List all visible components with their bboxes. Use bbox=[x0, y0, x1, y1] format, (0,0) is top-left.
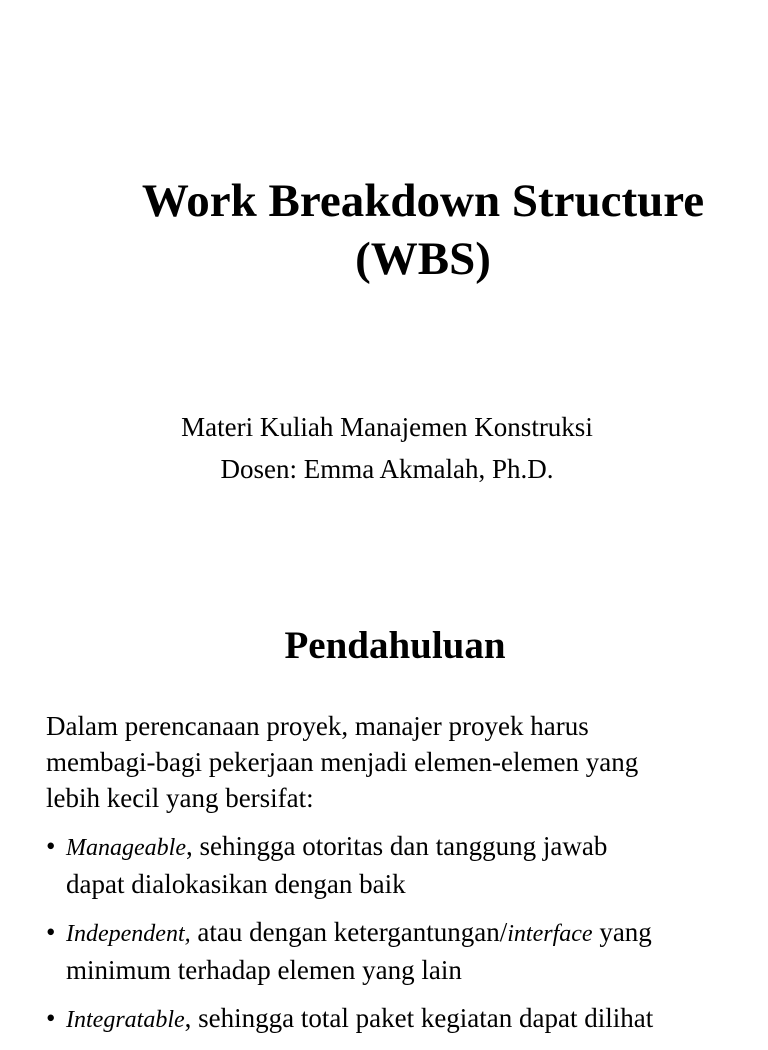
intro-line: membagi-bagi pekerjaan menjadi elemen-elemen yang bbox=[46, 747, 639, 777]
bullet-term: Independent, bbox=[66, 921, 191, 947]
bullet-text: , sehingga otoritas dan tanggung jawab bbox=[185, 831, 608, 861]
intro-line: lebih kecil yang bersifat: bbox=[46, 783, 314, 813]
main-title-line-2: (WBS) bbox=[355, 233, 491, 285]
subtitle bbox=[0, 406, 768, 490]
introduction-slide bbox=[0, 560, 768, 1033]
bullet-line bbox=[66, 828, 758, 866]
bullet-line bbox=[66, 1000, 758, 1038]
bullet-text: yang bbox=[592, 917, 652, 947]
bullet-text: , sehingga total paket kegiatan dapat dilihat bbox=[184, 1003, 654, 1033]
bullet-item-integratable bbox=[46, 1000, 758, 1038]
main-title-line-1: Work Breakdown Structure bbox=[141, 175, 705, 227]
course-name: Materi Kuliah Manajemen Konstruksi bbox=[181, 412, 593, 442]
bullet-term: Integratable bbox=[66, 1007, 185, 1033]
bullet-icon: • bbox=[46, 831, 56, 861]
intro-paragraph bbox=[46, 708, 746, 816]
section-heading: Pendahuluan bbox=[284, 624, 506, 667]
bullet-term-interface: interface bbox=[507, 921, 593, 947]
bullet-icon: • bbox=[46, 917, 56, 947]
lecturer-name: Dosen: Emma Akmalah, Ph.D. bbox=[220, 454, 554, 484]
bullet-line: dapat dialokasikan dengan baik bbox=[66, 869, 406, 899]
intro-line: Dalam perencanaan proyek, manajer proyek harus bbox=[46, 711, 589, 741]
bullet-text: atau dengan ketergantungan/ bbox=[190, 917, 508, 947]
bullet-item-independent bbox=[46, 914, 758, 988]
main-title bbox=[0, 172, 768, 288]
bullet-list bbox=[46, 828, 758, 1050]
bullet-line: minimum terhadap elemen yang lain bbox=[66, 955, 462, 985]
bullet-term: Manageable bbox=[66, 835, 186, 861]
bullet-icon: • bbox=[46, 1003, 56, 1033]
bullet-item-manageable bbox=[46, 828, 758, 902]
bullet-line bbox=[66, 914, 758, 952]
